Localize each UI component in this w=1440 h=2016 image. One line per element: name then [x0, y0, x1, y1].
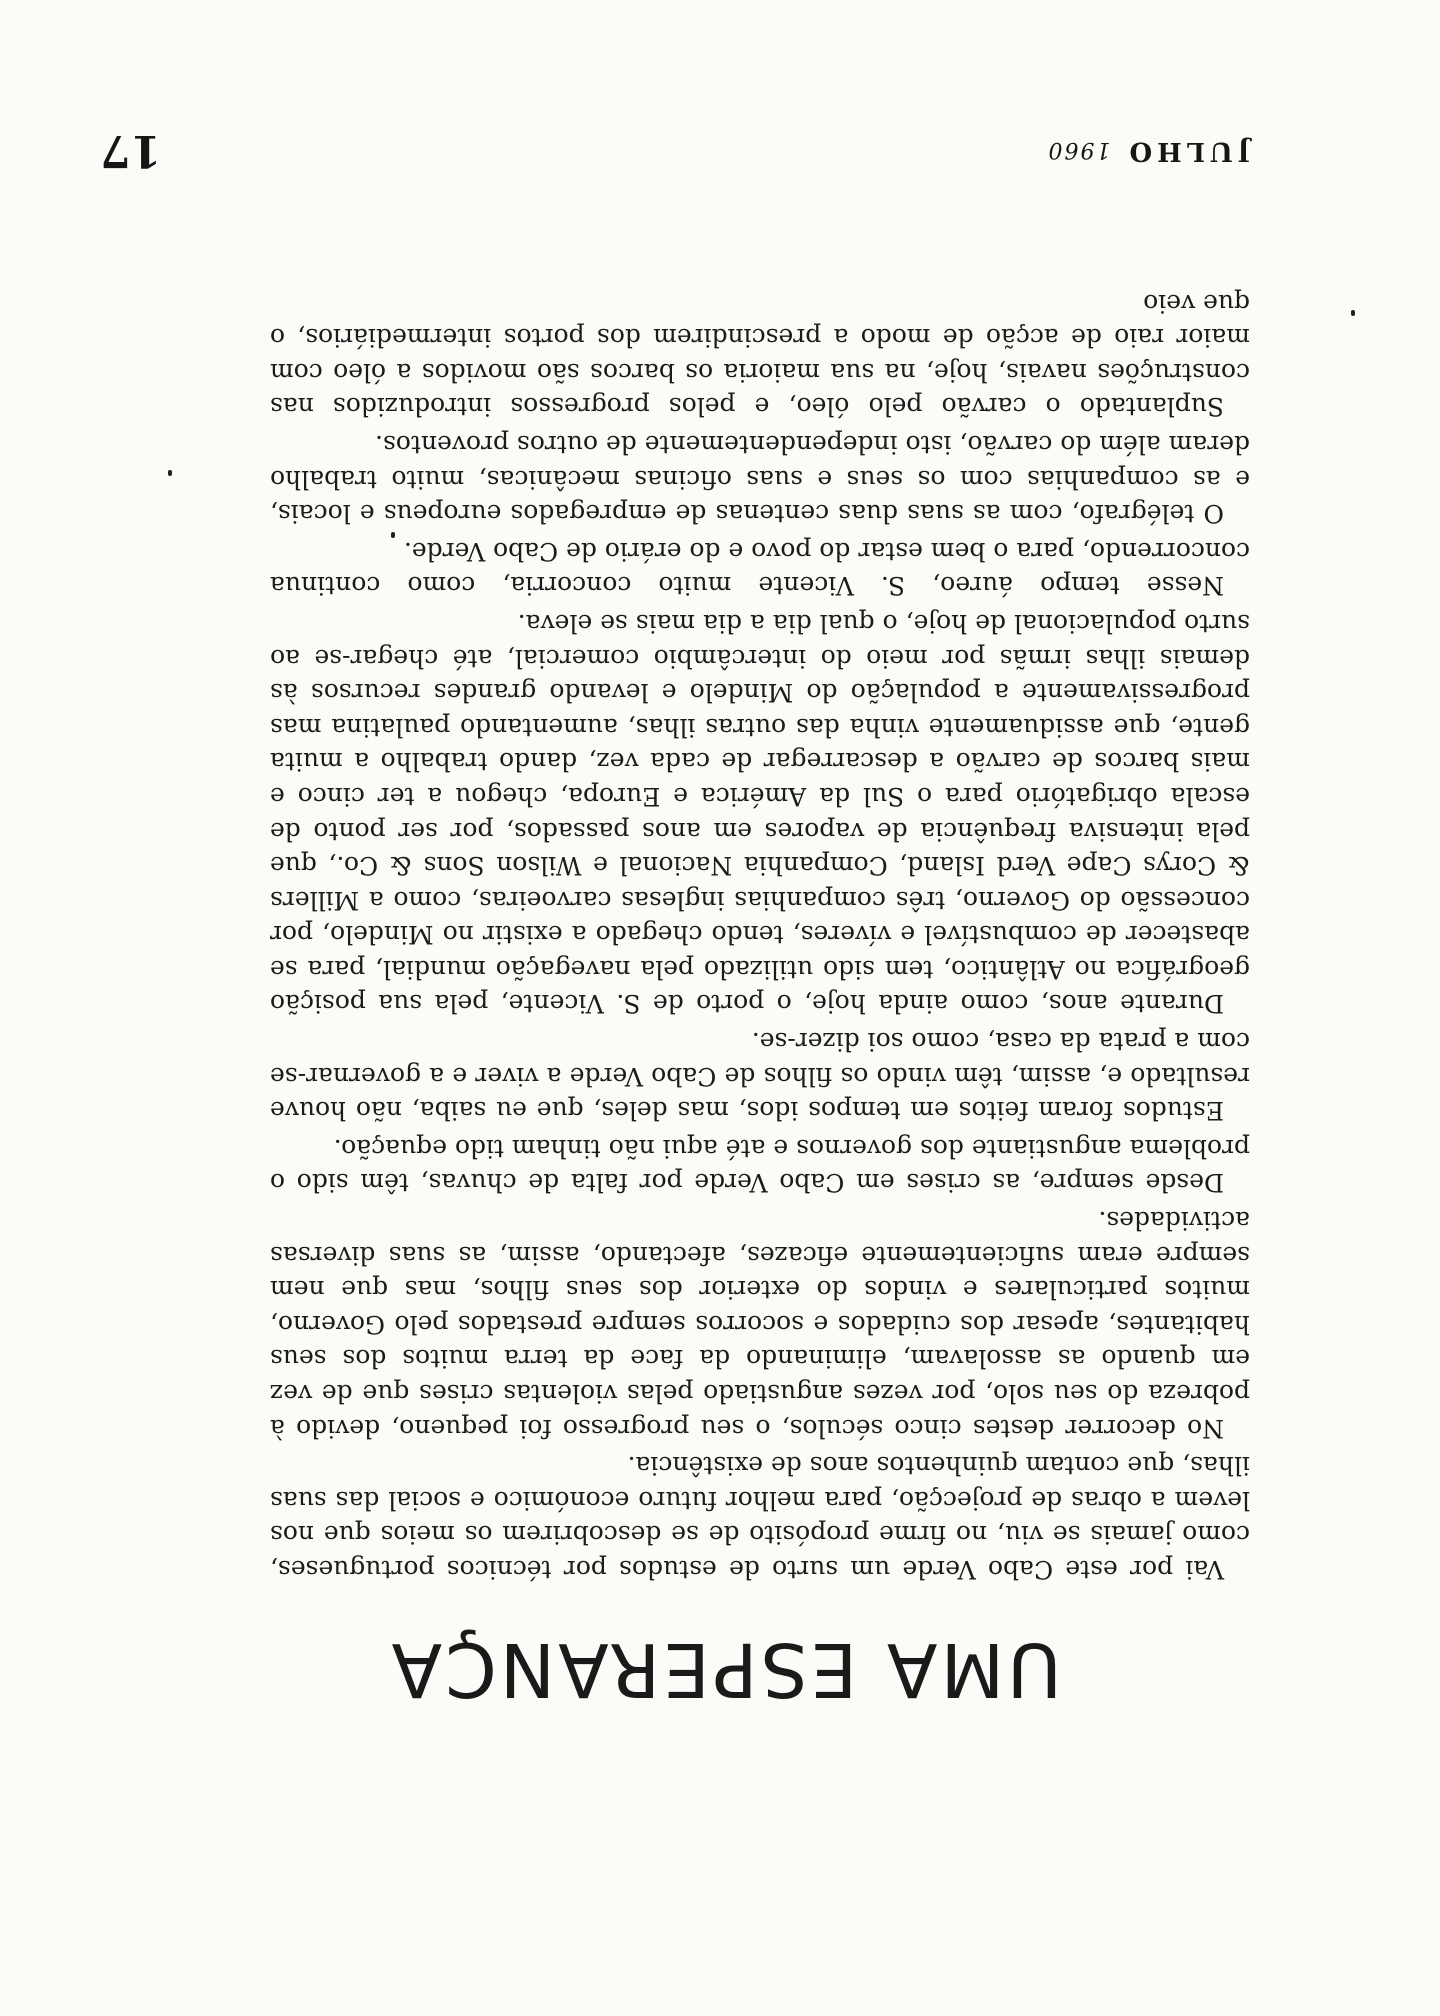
page-footer [100, 116, 1250, 176]
print-speck [168, 470, 172, 476]
paragraph: No decorrer destes cinco séculos, o seu progresso foi pequeno, devido à pobreza do seu solo, por vezes angustiado pelas violentas crises que de vez em quando as assolavam, eliminando da face da terra muitos dos seus habitantes, apesar dos cuidados e socorros sempre prestados pelo Governo, muitos particulares e vindos do exterior dos seus filhos, mas que nem sempre eram suficientemente eficazes, afectando, assim, as suas diversas actividades. [270, 1206, 1250, 1443]
paragraph: Durante anos, como ainda hoje, o porto de S. Vicente, pela sua posição geográfica no Atlântico, tem sido utilizado pela navegação mundial, para se abastecer de combustível e víveres, tendo chegado a existir no Mindelo, por concessão do Governo, três companhias inglesas carvoeiras, como a Millers & Corys Cape Verd Island, Companhia Nacional e Wilson Sons & Co., que pela intensiva frequência de vapores em anos passados, por ser ponto de escala obrigatório para o Sul da América e Europa, chegou a ter cinco e mais barcos de carvão a descarregar de cada vez, dando trabalho a muita gente, que assiduamente vinha das outras ilhas, aumentando paulatina mas progressivamente a população do Mindelo e levando grandes recursos às demais ilhas irmãs por meio do intercâmbio comercial, até chegar-se ao surto populacional de hoje, o qual dia a dia mais se eleva. [270, 608, 1250, 1019]
article-body [270, 282, 1250, 1586]
paragraph: Vai por este Cabo Verde um surto de estudos por técnicos portugueses, como jamais se viu, no firme propósito de se descobrirem os meios que nos levem a obras de projecção, para melhor futuro económico e social das suas ilhas, que contam quinhentos anos de existência. [270, 1451, 1250, 1584]
paragraph: Nesse tempo áureo, S. Vicente muito concorria, como continua concorrendo, para o bem estar do povo e do erário de Cabo Verde. [270, 536, 1250, 601]
running-head-year: 1960 [1046, 137, 1111, 162]
paragraph: Suplantado o carvão pelo óleo, e pelos progressos introduzidos nas construções navais, hoje, na sua maioria os barcos são movidos a óleo com maior raio de acção de modo a prescindirem dos portos intermediários, o que veio [270, 288, 1250, 422]
running-head [1046, 136, 1250, 166]
page-number: 17 [100, 125, 162, 176]
print-speck [391, 532, 395, 538]
print-speck [1351, 310, 1355, 316]
paragraph: Desde sempre, as crises em Cabo Verde por falta de chuvas, têm sido o problema angustiante dos governos e até aqui não tinham tido equação. [270, 1133, 1250, 1198]
paragraph: Estudos foram feitos em tempos idos, mas deles, que eu saiba, não houve resultado e, assim, têm vindo os filhos de Cabo Verde a viver e a governar-se com a prata da casa, como soi dizer-se. [270, 1027, 1250, 1126]
paragraph: O telégrafo, com as suas duas centenas de empregados europeus e locais, e as companhias com os seus e suas oficinas mecânicas, muito trabalho deram além do carvão, isto independentemente de outros proventos. [270, 430, 1250, 529]
article-title: UMA ESPERANÇA [388, 1626, 1062, 1712]
running-head-month: JULHO [1124, 136, 1250, 166]
